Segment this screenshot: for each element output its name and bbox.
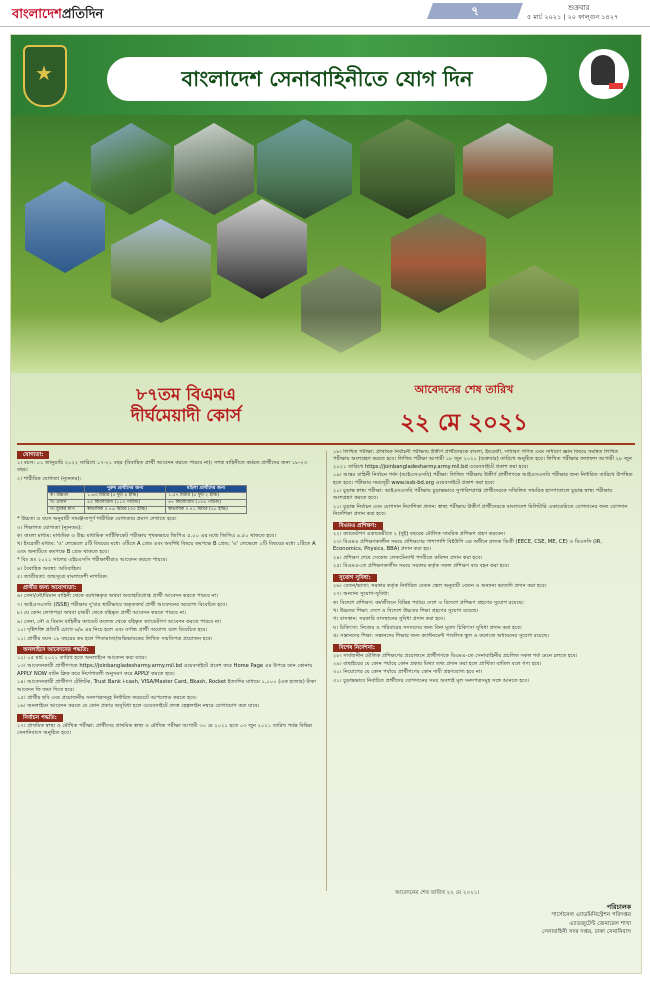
course-title-line1: ৮৭তম বিএমএ [136, 385, 236, 405]
sign-heading: পরিচালক [606, 903, 631, 911]
section-heading: নির্বাচন পদ্ধতি: [17, 714, 63, 722]
table-row [48, 500, 247, 507]
table-cell: গ। বুকের মাপ [48, 507, 85, 514]
end-date-line: আবেদনের শেষ তারিখ ২২ মে ২০২১। [395, 890, 480, 896]
course-title-line2: দীর্ঘমেয়াদী কোর্স [130, 406, 242, 426]
page-number: ৭ [471, 4, 479, 18]
clause-text: ৩১। চূড়ান্তভাবে নির্বাচিত প্রার্থীদের যোগদানের সময় অবশ্যই মূল সনদপত্রসমূহ সঙ্গে আনতে হবে। [333, 677, 529, 684]
clause-text: ২। শারীরিক যোগ্যতা (ন্যূনতম): [17, 475, 82, 482]
physical-requirements-table [47, 485, 247, 514]
clause-text: খ। উচ্চতর শিক্ষা: দেশে ও বিদেশে উচ্চতর শিক্ষা গ্রহণের সুযোগ রয়েছে। [333, 607, 479, 614]
clause-text: ঙ। সন্তানদের শিক্ষা: সন্তানদের শিক্ষার জন্য ক্যান্টনমেন্ট পাবলিক স্কুল ও কলেজে অধ্যয়নের সুযোগ রয়েছে। [333, 633, 549, 640]
section-heading: বিশেষ নির্দেশনা: [333, 644, 381, 652]
section-heading: প্রার্থীর জন্য অযোগ্যতা: [17, 584, 82, 592]
clause-text: ১০। দৃষ্টিশক্তি প্রতিটি চোখে ৬/৬ এর নিচে হলে এবং বর্ণান্ধ প্রার্থী অযোগ্য বলে বিবেচিত হবে। [17, 627, 208, 634]
clause-text: * বিঃ দ্রঃ ২০২১ সালের এইচএসসি পরীক্ষার্থীরাও আবেদন করতে পারবে। [17, 557, 168, 564]
clause-text: ২৩। বিএমএ প্রশিক্ষণকালীন সময়ে প্রশিক্ষণের পাশাপাশি বিইউপি এর অধীনে স্নাতক ডিগ্রী (EECE, CSE, ME, CE) ও বিএসসি (IR, Economics, Physics, BBA) প্রদান করা হয়। [333, 539, 602, 553]
sign-line: সেনাবাহিনী সদর দপ্তর, ঢাকা সেনানিবাস [542, 929, 631, 936]
clause-text: ২৫। বিএমএ-তে প্রশিক্ষণকালীন সময়ে সরকার কর্তৃক সকল প্রশিক্ষণ ব্যয় বহন করা হবে। [333, 563, 510, 570]
deadline-box [389, 381, 539, 443]
photo-parade [463, 123, 553, 219]
section-heading: যোগ্যতা: [17, 451, 49, 459]
clause-text: ১৯। আন্তঃ বাহিনী নির্বাচন পর্ষদ (আইএসএসবি) পরীক্ষা: লিখিত পরীক্ষায় উত্তীর্ণ প্রার্থীগণকে আইএসএসবি পরীক্ষার জন্য নির্ধারিত তারিখে উপস্থিত হতে হবে। পরীক্ষার সময়সূচী www.issb-bd.org ওয়েবসাইটে প্রকাশ করা হবে। [333, 472, 633, 486]
column-divider [326, 451, 327, 891]
signature-block [441, 903, 631, 937]
clause-text: ৩০। নিয়োগের যে কোন পর্যায়ে প্রার্থীগণের কোন দাবী গ্রহণযোগ্য হবে না। [333, 669, 483, 676]
clause-text: ১২। ০৫ মার্চ ২০২১ তারিখ হতে অনলাইনে আবেদন করা যাবে। [17, 654, 147, 661]
clause-text: ২২। ক্যাডেটগণ একাডেমীতে ২ (দুই) বছরের মৌলিক সামরিক প্রশিক্ষণ গ্রহণ করবেন। [333, 530, 506, 537]
course-title [116, 385, 256, 427]
table-cell: ক। উচ্চতা [48, 493, 85, 500]
clause-text: ১৫। প্রার্থীর ছবি এবং প্রয়োজনীয় সনদপত্রসমূহ নির্ধারিত ফরমেটে আপলোড করতে হবে। [17, 694, 197, 701]
photo-river-drill [257, 119, 352, 219]
deadline-label: আবেদনের শেষ তারিখ [414, 383, 514, 396]
photo-cadets [25, 181, 105, 273]
section-heading: অনলাইনে আবেদনের পদ্ধতি: [17, 646, 95, 654]
clause-text: ১৩। আবেদনকারী প্রার্থীগণকে https://joinbangladesharmy.army.mil.bd ওয়েবসাইটে প্রবেশ করে Home Page এর উপরে ডান কোনায় APPLY NOW বাটন ক্লিক করে নির্দেশাবলী অনুসরণ করে APPLY করতে হবে। [17, 663, 313, 677]
table-cell: স্বাভাবিক ০.৭১ মিটার (২৮ ইঞ্চি) [166, 507, 247, 514]
clause-text: ২৮। সার্বজনীন মৌলিক প্রশিক্ষণের প্রয়োজনে প্রার্থীগণকে বিএমএ-তে সেনাবাহিনীর প্রচলিত সকল শর্ত মেনে চলতে হবে। [333, 652, 578, 659]
clause-text: ৯। সেনা, নৌ ও বিমান বাহিনীর ক্যাডেট কলেজ থেকে বহিষ্কৃত ক্যাডেটগণ আবেদন করতে পারবে না। [17, 618, 222, 625]
clause-text: ১। বয়স: ০১ জানুয়ারি ২০২২ তারিখে ১৭-২১ বছর (বিবাহিত প্রার্থী আবেদন করতে পারবে না)। সশস্ত্র বাহিনীতে কর্মরত প্রার্থীদের জন্য ১৮-২৩ বছর। [17, 460, 308, 474]
issue-date: ৫ মার্চ ২০২১ | ২০ ফাল্গুন ১৪২৭ [527, 13, 619, 21]
section-heading: সুযোগ সুবিধা: [333, 574, 377, 582]
army-recruitment-advertisement [10, 34, 642, 974]
clause-text: ২৬। বেতন/ভাতা: সরকার কর্তৃক নির্ধারিত বেতন স্কেল অনুযায়ী বেতন ও অন্যান্য ভাতাদি প্রদান করা হবে। [333, 582, 547, 589]
ad-body [11, 373, 641, 973]
table-header-cell [48, 486, 85, 493]
table-cell: স্বাভাবিক ০.৭৬ মিটার (৩০ ইঞ্চি) [85, 507, 166, 514]
clause-text: ৪। বৈবাহিক অবস্থা: অবিবাহিত। [17, 565, 82, 572]
clause-text: ১৬। অনলাইনে আবেদন করতে যে কোন প্রকার অসুবিধা হলে ওয়েবসাইটে প্রদত্ত হেল্পলাইন নম্বরে যোগাযোগ করা যাবে। [17, 703, 260, 710]
table-cell: ১.৫৭ মিটার (৫ ফুট ২ ইঞ্চি) [166, 493, 247, 500]
clause-text: ১৮। লিখিত পরীক্ষা: প্রাথমিক নির্বাচনী পরীক্ষায় উত্তীর্ণ প্রার্থীদেরকে বাংলা, ইংরেজী, সাধারণ গণিত এবং সাধারণ জ্ঞান বিষয়ে সমন্বিত লিখিত পরীক্ষায় অংশগ্রহণ করতে হবে। লিখিত পরীক্ষা আগামী ১৮ জুন ২০২১ (শুক্রবার) তারিখে অনুষ্ঠিত হবে। লিখিত পরীক্ষার ফলাফল আগামী ২৮ জুন ২০২১ তারিখে https://joinbangladesharmy.army.mil.bd ওয়েবসাইটে প্রকাশ করা হবে। [333, 449, 632, 470]
clause-text: ২৯। বাছাইয়ের যে কোন পর্যায়ে কোন প্রকার মিথ্যা তথ্য প্রদান করা হলে প্রার্থিতা বাতিল বলে গণ্য হবে। [333, 660, 542, 667]
sign-line: পার্সোনেল এ্যাডমিনিস্ট্রেশন পরিদপ্তর [551, 912, 631, 919]
table-header-cell: পুরুষ প্রার্থীদের জন্য [85, 486, 166, 493]
table-row [48, 493, 247, 500]
logo-name-dark: প্রতিদিন [61, 7, 104, 22]
table-cell: ১.৬৩ মিটার (৫ ফুট ৪ ইঞ্চি) [85, 493, 166, 500]
collage-fade [11, 313, 641, 373]
section-divider [17, 443, 635, 445]
table-cell: খ। ওজন [48, 500, 85, 507]
section-heading: বিএমএ প্রশিক্ষণ: [333, 522, 383, 530]
photo-missile-launcher [111, 219, 211, 323]
clause-text: ২৭। অন্যান্য সুযোগ-সুবিধা: [333, 591, 390, 598]
clause-text: ২৪। প্রশিক্ষণ শেষে সেকেন্ড লেফটেন্যান্ট পদবীতে কমিশন প্রদান করা হবে। [333, 554, 483, 561]
photo-officers [174, 123, 254, 215]
newspaper-masthead [0, 0, 650, 27]
page-number-badge [427, 3, 523, 19]
ad-header-band [11, 35, 641, 115]
clause-text: ক। বাংলা মাধ্যম: মাধ্যমিক ও উচ্চ মাধ্যমিক সার্টিফিকেট পরীক্ষায় পৃথকভাবে জিপিএ ৫.০০ এর মধ্যে জিপিএ ৪.৫০ থাকতে হবে। [17, 533, 276, 540]
photo-volleyball [91, 123, 171, 215]
table-header-cell: মহিলা প্রার্থীদের জন্য [166, 486, 247, 493]
table-row [48, 507, 247, 514]
table-cell: ৫০ কিলোগ্রাম (১১০ পাউন্ড) [85, 500, 166, 507]
clause-text: খ। ইংরেজী মাধ্যম: 'ও' লেভেলে ৫টি বিষয়ের মধ্যে ৩টিতে A গ্রেড এবং অবশিষ্ট বিষয়ে কমপক্ষে B গ্রেড; 'এ' লেভেলে ২টি বিষয়ের মধ্যে ১টিতে A এবং অন্যটিতে কমপক্ষে B গ্রেড থাকতে হবে। [17, 541, 316, 555]
clause-text: ১১। প্রার্থীর বয়স ১৮ বছরের কম হলে পিতামাতা/অভিভাবকের লিখিত সম্মতিপত্র প্রয়োজন হবে। [17, 635, 213, 642]
clause-text: ৭। আইএসএসবি (ISSB) পরীক্ষায় দু'বার স্থায়ীভাবে অকৃতকার্য প্রার্থী আবেদনের অযোগ্য বিবেচিত হবে। [17, 601, 227, 608]
right-column [333, 449, 633, 904]
mujib-borsho-logo-icon [579, 49, 629, 99]
clause-text: ৮। যে কোন লেখাপড়া অথবা চাকরী থেকে বহিষ্কৃত প্রার্থী আবেদন করতে পারবে না। [17, 610, 187, 617]
clause-text: ৫। জাতীয়তা: জন্মসূত্রে বাংলাদেশী নাগরিক। [17, 574, 108, 581]
clause-text: গ। বাসস্থান: সরকারি বাসস্থানের সুবিধা প্রদান করা হবে। [333, 616, 445, 623]
newspaper-logo [12, 5, 103, 26]
sign-line: এ্যাডজুটেন্ট জেনারেল শাখা [569, 920, 631, 927]
clause-text: ক। বিদেশে প্রশিক্ষণ: কর্মজীবনে বিভিন্ন পর্যায়ে দেশে ও বিদেশে প্রশিক্ষণ গ্রহণের সুযোগ রয়েছে। [333, 599, 524, 606]
clause-text: ৬। সেনা/নৌ/বিমান বাহিনী থেকে বরখাস্তকৃত অথবা অব্যাহতিপ্রাপ্ত প্রার্থী আবেদন করতে পারবে না। [17, 593, 218, 600]
issue-day: শুক্রবার [568, 4, 590, 12]
clause-text: ২১। চূড়ান্ত নির্বাচন এবং যোগদান নির্দেশিকা প্রদান: স্বাস্থ্য পরীক্ষায় উত্তীর্ণ প্রার্থীদেরকে বাংলাদেশ মিলিটারি একাডেমিতে যোগদানের জন্য যোগদান নির্দেশিকা প্রদান করা হবে। [333, 503, 628, 518]
left-column [17, 449, 317, 919]
photo-general [217, 199, 307, 299]
army-emblem-icon [23, 45, 67, 107]
clause-text: ৩। শিক্ষাগত যোগ্যতা (ন্যূনতম): [17, 524, 82, 531]
photo-jungle-training [360, 119, 455, 219]
logo-name-red: বাংলাদেশ [12, 7, 62, 22]
clause-text: ১৪। আবেদনকারী প্রার্থীগণ টেলিটক, Trust Bank i-cash, VISA/Master Card, Bkash, Rocket ইত্যাদির মাধ্যমে ১,০০০ (এক হাজার) টাকা আবেদন ফি জমা দিতে হবে। [17, 679, 316, 693]
clause-text: ২০। চূড়ান্ত স্বাস্থ্য পরীক্ষা: আইএসএসবি পরীক্ষায় চূড়ান্তভাবে সুপারিশপ্রাপ্ত প্রার্থীদেরকে সম্মিলিত সামরিক হাসপাতালে চূড়ান্ত স্বাস্থ্য পরীক্ষায় অংশগ্রহণ করতে হবে। [333, 488, 613, 502]
clause-text: * উচ্চতা ও বয়স অনুযায়ী সামঞ্জস্যপূর্ণ শারীরিক যোগ্যতার প্রমাণ দেখাতে হবে। [17, 516, 177, 523]
deadline-value: ২২ মে ২০২১ [400, 410, 528, 436]
table-cell: ৪৭ কিলোগ্রাম (১০৪ পাউন্ড) [166, 500, 247, 507]
photo-collage [11, 115, 641, 373]
clause-text: ঘ। চিকিৎসা: নিজের ও পরিবারের সদস্যদের জন্য বিনা মূল্যে চিকিৎসা সুবিধা প্রদান করা হবে। [333, 624, 522, 631]
clause-text: ১৭। প্রাথমিক স্বাস্থ্য ও মৌখিক পরীক্ষা: প্রার্থীদের প্রাথমিক স্বাস্থ্য ও মৌখিক পরীক্ষা আগামী ৩০ মে ২০২১ হতে ০৩ জুন ২০২১ তারিখ পর্যন্ত বিভিন্ন সেনানিবাসে অনুষ্ঠিত হবে। [17, 722, 313, 737]
photo-ceremony [391, 213, 486, 313]
ad-title: বাংলাদেশ সেনাবাহিনীতে যোগ দিন [107, 57, 547, 101]
